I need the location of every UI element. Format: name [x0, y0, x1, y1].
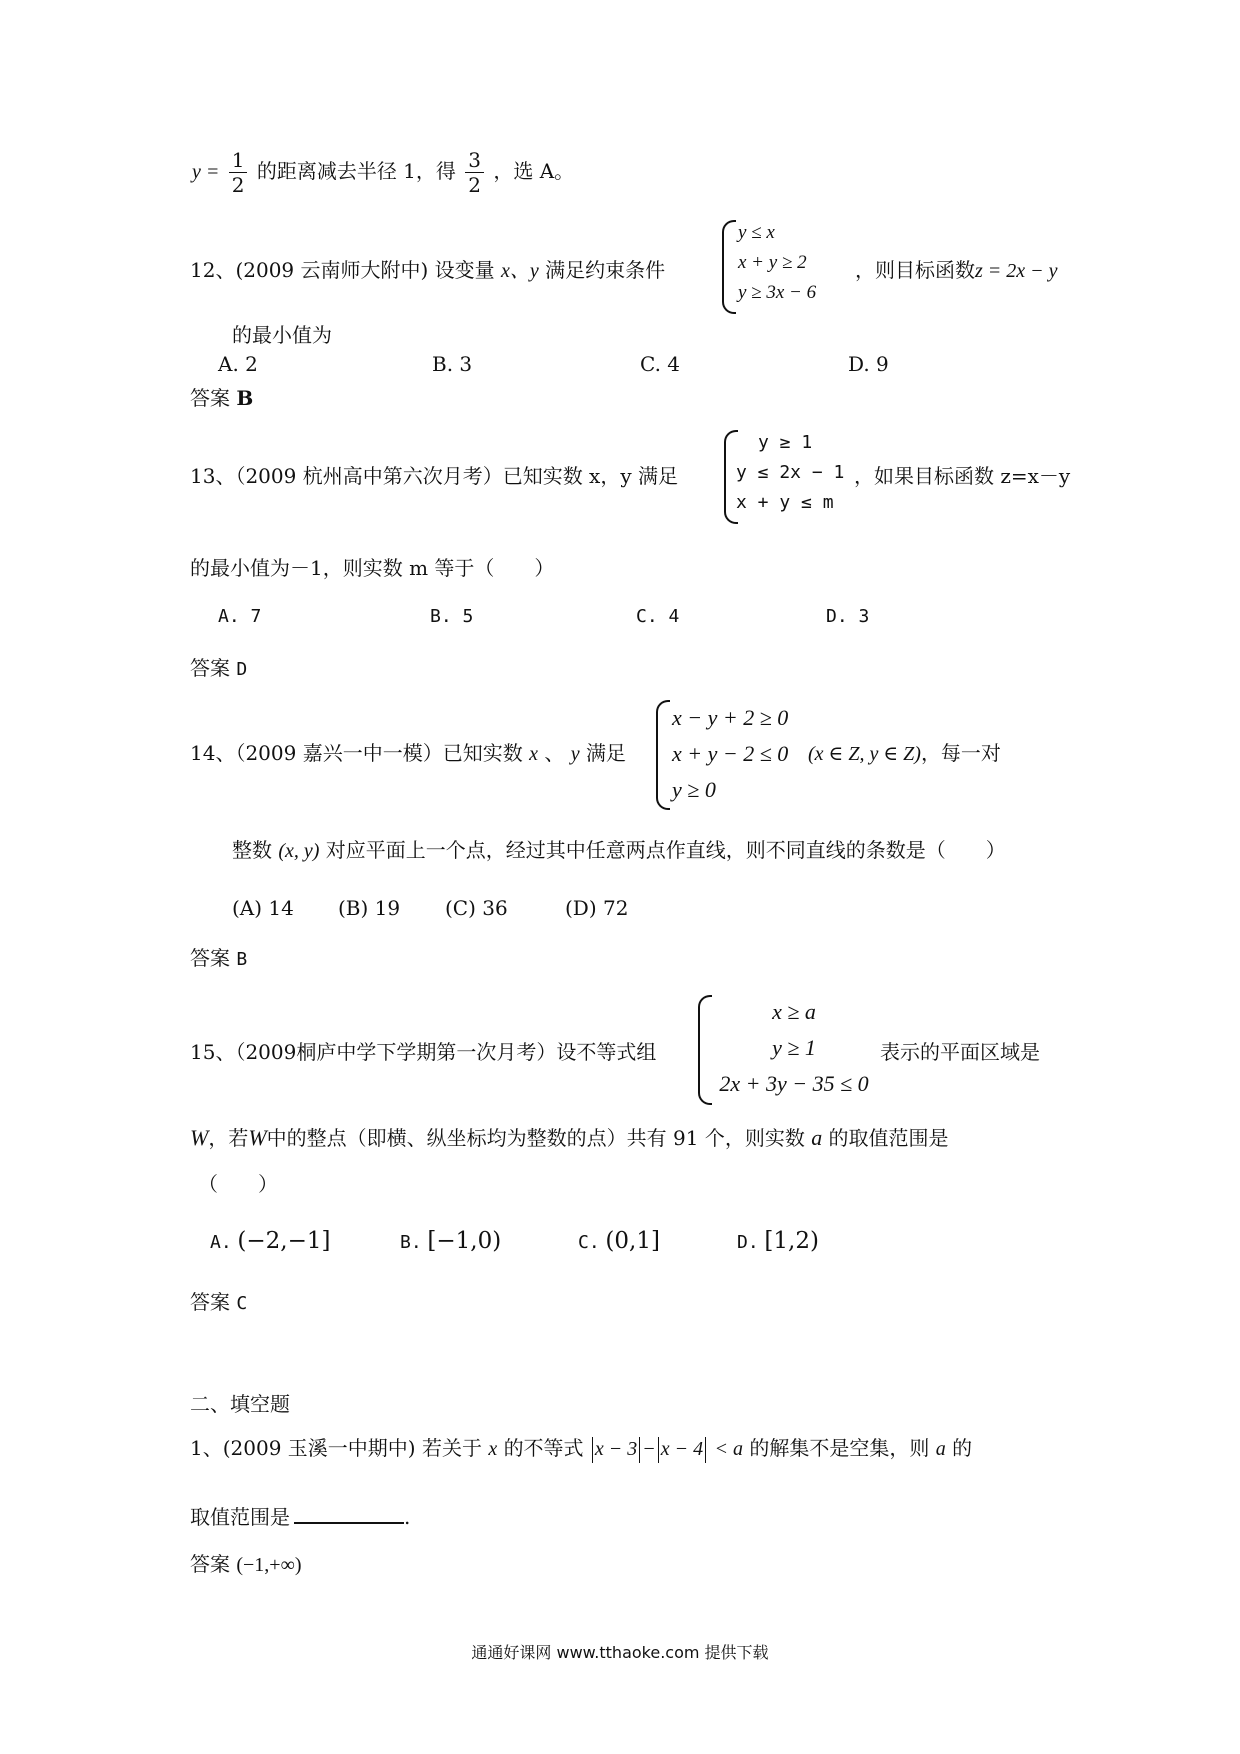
q15-option-a [210, 1228, 331, 1254]
q15-line2 [190, 1126, 949, 1150]
q13-stem-line1 [190, 464, 678, 488]
page-footer: 通通好课网 www.tthaoke.com 提供下载 [471, 1643, 769, 1662]
q12-mid: 满足约束条件 [545, 258, 666, 282]
abs-bar [592, 1437, 593, 1463]
prev-y-eq: y = [192, 161, 220, 183]
fill-q1-line2-end: . [404, 1505, 411, 1529]
fill-q1-line2 [190, 1504, 410, 1529]
q15-line2-a: ，若 [208, 1126, 249, 1150]
option-value: (0,1] [605, 1228, 660, 1254]
fill-q1-line1 [190, 1436, 972, 1463]
q14-option-d: (D) 72 [565, 896, 629, 920]
option-label: A. [210, 1232, 232, 1253]
q14-constraint-1: x − y + 2 ≥ 0 [672, 705, 789, 730]
fill-q1-var-x: x [488, 1438, 498, 1460]
q13-option-d: D. 3 [826, 606, 870, 627]
q13-option-a: A. 7 [218, 606, 262, 627]
q14-var-x: x [529, 743, 538, 765]
fill-q1-abs2: x − 4 [660, 1438, 704, 1460]
fraction-three-half [465, 148, 484, 197]
q15-w2: W [248, 1125, 267, 1150]
q12-line2: 的最小值为 [232, 323, 332, 347]
answer-blank [294, 1504, 404, 1524]
answer-label: 答案 [190, 656, 230, 680]
q12-brace [722, 220, 736, 314]
q14-domain: (x ∈ Z, y ∈ Z) [808, 743, 921, 765]
q12-answer [190, 386, 253, 410]
fill-q1-prefix: 1、(2009 玉溪一中期中) 若关于 [190, 1436, 482, 1460]
fill-q1-mid: 的不等式 [503, 1436, 584, 1460]
q15-option-b [400, 1228, 501, 1254]
frac-num: 1 [229, 148, 248, 173]
option-label: C. [578, 1232, 600, 1253]
q12-constraints [738, 218, 816, 308]
fill-q1-var-a: a [935, 1438, 946, 1460]
q12-after-text: ，则目标函数 [855, 258, 975, 282]
q14-sep: 、 [544, 741, 565, 765]
q12-constraint-1: y ≤ x [738, 222, 775, 243]
option-value: [1,2) [764, 1228, 819, 1254]
q13-prefix: 13、（2009 杭州高中第六次月考）已知实数 x，y 满足 [190, 464, 678, 488]
q15-var-a: a [811, 1125, 823, 1150]
q12-option-b: B. 3 [432, 352, 473, 376]
q15-answer-value: C [236, 1293, 248, 1314]
q15-line3: （ ） [198, 1172, 278, 1196]
q13-after: ，如果目标函数 z=x－y [854, 464, 1071, 488]
q15-line2-b: 中的整点（即横、纵坐标均为整数的点）共有 91 个，则实数 [266, 1126, 805, 1150]
q13-answer [190, 656, 247, 682]
fill-q1-abs1: x − 3 [594, 1438, 638, 1460]
fill-q1-line2-text: 取值范围是 [190, 1505, 290, 1529]
frac-num: 3 [465, 148, 484, 173]
q12-constraint-3: y ≥ 3x − 6 [738, 282, 817, 303]
q14-line2-b: 对应平面上一个点，经过其中任意两点作直线，则不同直线的条数是（ ） [325, 838, 1006, 862]
q13-answer-value: D [236, 659, 248, 680]
answer-label: 答案 [190, 1552, 230, 1576]
option-label: B. [400, 1232, 422, 1253]
fill-q1-end: 的 [952, 1436, 973, 1460]
q13-constraints [736, 428, 844, 518]
q14-brace [656, 700, 670, 810]
option-value: (−2,−1] [237, 1228, 331, 1254]
option-label: D. [737, 1232, 759, 1253]
q13-option-b: B. 5 [430, 606, 474, 627]
q15-answer [190, 1290, 247, 1316]
abs-bar [658, 1437, 659, 1463]
fill-q1-answer [190, 1552, 302, 1577]
abs-bar [639, 1437, 640, 1463]
q14-constraint-3: y ≥ 0 [672, 777, 716, 802]
q14-option-b: (B) 19 [338, 896, 401, 920]
frac-den: 2 [231, 173, 245, 197]
option-value: [−1,0) [427, 1228, 502, 1254]
q14-option-c: (C) 36 [445, 896, 508, 920]
abs-bar [705, 1437, 706, 1463]
q14-line2 [232, 838, 1006, 863]
q14-answer [190, 946, 247, 972]
q12-prefix: 12、(2009 云南师大附中) 设变量 [190, 258, 495, 282]
q12-answer-value: B [236, 386, 254, 410]
q12-after [855, 258, 1058, 283]
prev-text-2: ，选 A。 [493, 159, 575, 183]
q15-line2-c: 的取值范围是 [828, 1126, 949, 1150]
frac-den: 2 [468, 173, 482, 197]
q15-prefix: 15、（2009桐庐中学下学期第一次月考）设不等式组 [190, 1040, 657, 1064]
fill-q1-after: 的解集不是空集，则 [749, 1436, 930, 1460]
prev-solution-line [192, 148, 574, 197]
q14-pair: (x, y) [278, 840, 320, 862]
q15-stem-line1 [190, 1040, 656, 1064]
q14-var-y: y [570, 743, 580, 765]
q14-constraints [672, 700, 788, 808]
q15-constraints [708, 994, 880, 1102]
q14-after-text: ，每一对 [920, 741, 1001, 765]
q15-after: 表示的平面区域是 [880, 1040, 1040, 1064]
prev-text-1: 的距离减去半径 1，得 [256, 159, 456, 183]
q15-option-c [578, 1228, 660, 1254]
q12-stem-line1 [190, 258, 665, 283]
q13-constraint-1: y ≥ 1 [758, 432, 813, 453]
fill-q1-lt: < a [714, 1438, 744, 1460]
q14-line2-a: 整数 [232, 838, 272, 862]
q13-option-c: C. 4 [636, 606, 680, 627]
q12-objective: z = 2x − y [975, 260, 1058, 282]
fill-q1-answer-value: (−1,+∞) [236, 1554, 302, 1576]
q15-constraint-3: 2x + 3y − 35 ≤ 0 [719, 1071, 869, 1096]
fraction-one-half [229, 148, 248, 197]
fill-q1-minus: − [642, 1438, 656, 1460]
q14-prefix: 14、（2009 嘉兴一中一模）已知实数 [190, 741, 523, 765]
q12-option-a: A. 2 [218, 352, 258, 376]
q14-answer-value: B [236, 949, 248, 970]
answer-label: 答案 [190, 946, 230, 970]
answer-label: 答案 [190, 386, 230, 410]
section-title: 二、填空题 [190, 1392, 290, 1416]
q14-after [808, 741, 1001, 766]
q15-w1: W [190, 1125, 209, 1150]
q13-constraint-3: x + y ≤ m [736, 492, 834, 513]
q15-constraint-1: x ≥ a [772, 999, 816, 1024]
q14-option-a: (A) 14 [232, 896, 294, 920]
q14-constraint-2: x + y − 2 ≤ 0 [672, 741, 789, 766]
q12-option-d: D. 9 [848, 352, 889, 376]
q15-option-d [737, 1228, 819, 1254]
q12-vars: x、y [501, 260, 539, 282]
q13-line2: 的最小值为－1，则实数 m 等于（ ） [190, 556, 555, 580]
q14-stem-line1 [190, 741, 626, 766]
q13-constraint-2: y ≤ 2x − 1 [736, 462, 845, 483]
q14-mid: 满足 [585, 741, 626, 765]
answer-label: 答案 [190, 1290, 230, 1314]
q12-constraint-2: x + y ≥ 2 [738, 252, 807, 273]
q15-constraint-2: y ≥ 1 [772, 1035, 816, 1060]
q12-option-c: C. 4 [640, 352, 681, 376]
